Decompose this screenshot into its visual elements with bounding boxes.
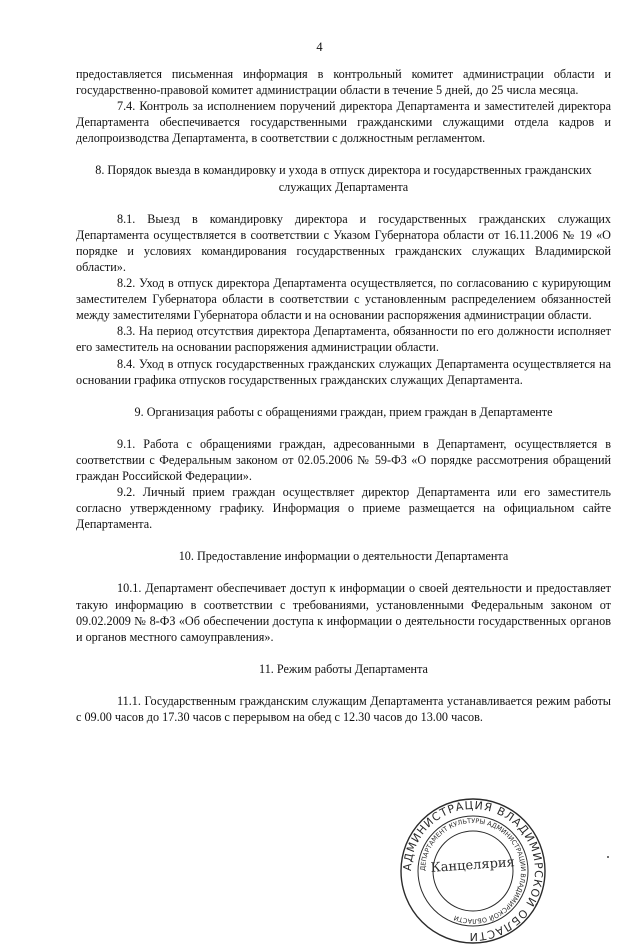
section-heading: 10. Предоставление информации о деятельности Департамента <box>178 549 509 564</box>
paragraph: 10.1. Департамент обеспечивает доступ к информации о своей деятельности и предоставляет такую информацию в соответствии с требованиями, установленными Федеральным законом от 09.02.2009 № 8-ФЗ «Об обеспечении доступа к информации о деятельности государственных органов и органов местного самоуправления». <box>76 581 611 644</box>
stray-mark <box>607 856 609 858</box>
section-spacer <box>76 195 611 211</box>
paragraph: 11.1. Государственным гражданским служащим Департамента устанавливается режим работы с 09.00 часов до 17.30 часов с перерывом на обед с 12.30 часов до 13.00 часов. <box>76 693 611 724</box>
paragraph: 9.2. Личный прием граждан осуществляет директор Департамента или его заместитель согласно утвержденному графику. Информация о приеме размещается на официальном сайте Департамента. <box>76 485 611 532</box>
paragraph: 8.3. На период отсутствия директора Департамента, обязанности по его должности исполняет его заместитель на основании распоряжения администрации области. <box>76 324 611 355</box>
paragraph: 7.4. Контроль за исполнением поручений директора Департамента и заместителей директора Департамента обеспечивается государственными гражданскими служащими отдела кадров и делопроизводства Департамента, в соответствии с должностным регламентом. <box>76 99 611 146</box>
paragraph: 8.1. Выезд в командировку директора и государственных гражданских служащих Департамента осуществляется в соответствии с Указом Губернатора области от 16.11.2006 № 19 «О порядке и условиях командирования государственных гражданских служащих Владимирской области». <box>76 211 611 274</box>
section-heading: 8. Порядок выезда в командировку и ухода в отпуск директора и государственных гражданских служащих Департамента <box>95 163 592 194</box>
paragraph: 8.4. Уход в отпуск государственных гражданских служащих Департамента осуществляется на основании графика отпусков государственных гражданских служащих Департамента. <box>76 356 611 387</box>
section-spacer <box>76 146 611 162</box>
paragraph: 9.1. Работа с обращениями граждан, адресованными в Департамент, осуществляется в соответствии с Федеральным законом от 02.05.2006 № 59-ФЗ «О порядке рассмотрения обращений граждан Российской Федерации». <box>76 436 611 483</box>
document-body <box>76 66 611 725</box>
stamp-center-text: Канцелярия <box>430 855 516 876</box>
section-spacer <box>76 388 611 404</box>
stamp-ring-text: АДМИНИСТРАЦИЯ ВЛАДИМИРСКОЙ ОБЛАСТИ <box>400 798 546 944</box>
page-number: 4 <box>316 40 323 54</box>
section-spacer <box>76 420 611 436</box>
paragraph: предоставляется письменная информация в контрольный комитет администрации области и государственно-правовой комитет администрации области в течение 5 дней, до 25 числа месяца. <box>76 67 611 98</box>
section-spacer <box>76 645 611 661</box>
stamp-inner-text: ДЕПАРТАМЕНТ КУЛЬТУРЫ АДМИНИСТРАЦИИ ВЛАДИМИРСКОЙ ОБЛАСТИ <box>418 816 528 926</box>
section-spacer <box>76 532 611 548</box>
paragraph: 8.2. Уход в отпуск директора Департамента осуществляется, по согласованию с курирующим заместителем Губернатора области в соответствии с установленным распределением обязанностей между заместителями Губернатора области и на основании распоряжения администрации области. <box>76 276 611 323</box>
office-stamp <box>398 796 548 946</box>
section-spacer <box>76 677 611 693</box>
section-spacer <box>76 564 611 580</box>
section-heading: 11. Режим работы Департамента <box>259 661 428 676</box>
section-heading: 9. Организация работы с обращениями граждан, прием граждан в Департаменте <box>134 404 553 419</box>
